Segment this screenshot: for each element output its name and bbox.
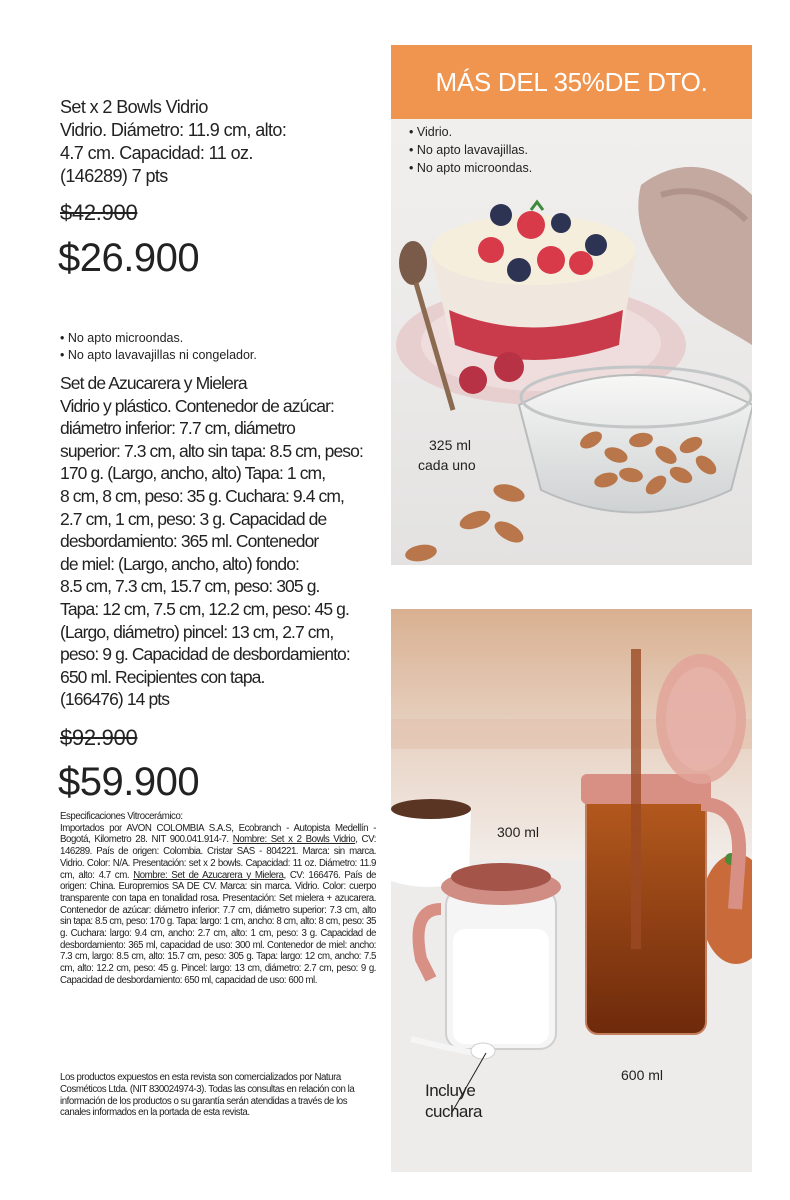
bowls-photo [391,45,752,565]
product2-line: desbordamiento: 365 ml. Contenedor [60,531,319,552]
specifications [60,811,376,987]
product2-line: 2.7 cm, 1 cm, peso: 3 g. Capacidad de [60,508,327,529]
capacity-label: 325 ml [429,437,472,453]
product2-line: Tapa: 12 cm, 7.5 cm, 12.2 cm, peso: 45 g. [60,598,349,619]
product1-title: Set x 2 Bowls Vidrio [60,97,208,117]
specs-text: , CV: 166476. País de origen: China. Europremios SA DE CV. Marca: sin marca. Vidrio. Color: cuerpo transparente con tapa en tonalidad rosa. Presentación: Set mielera + azucarera. Contenedor de azúcar: diámetro inferior: 7.7 cm, diámetro superior: 7.3 cm, alto sin tapa: 8.5 cm, peso: 170 g. Tapa: largo: 1 cm, ancho: 8 cm, alto: 8 cm, peso: 35 g. Cuchara: largo: 9.4 cm, ancho: 2.7 cm, alto: 1 cm, peso: 3 g. Capacidad de desbordamiento: 365 ml, capacidad de uso: 300 ml. Contenedor de miel: ancho: 7.3 cm, largo: 8.5 cm, alto: 15.7 cm, peso: 305 g. Tapa: largo: 12 cm, ancho: 7.5 cm, alto: 12.2 cm, peso: 45 g. Pincel: largo: 13 cm, diámetro: 2.7 cm, peso: 9 g. Capacidad de desbordamiento: 650 ml, capacidad de uso: 600 ml. [60,869,376,986]
bullet-item: • No apto lavavajillas ni congelador. [60,347,257,364]
product1-code: (146289) 7 pts [60,166,168,186]
bullet-item: • No apto lavavajillas. [409,141,532,159]
bowls-bullets [409,123,532,177]
product2-line: de miel: (Largo, ancho, alto) fondo: [60,553,300,574]
honey-capacity-label: 600 ml [621,1067,664,1083]
product2-code: (166476) 14 pts [60,689,170,710]
product2-line: 650 ml. Recipientes con tapa. [60,666,265,687]
bullet-item: • Vidrio. [409,123,532,141]
capacity-label-each: cada uno [418,457,476,473]
product2-line: 8 cm, 8 cm, peso: 35 g. Cuchara: 9.4 cm, [60,485,344,506]
product1-new-price: $26.900 [58,236,200,280]
sugar-capacity-label: 300 ml [497,824,540,840]
product2-line: diámetro inferior: 7.7 cm, diámetro [60,418,295,439]
bullet-item: • No apto microondas. [409,159,532,177]
product2-old-price: $92.900 [60,725,138,750]
product2-line: 170 g. (Largo, ancho, alto) Tapa: 1 cm, [60,463,326,484]
product2-line: Vidrio y plástico. Contenedor de azúcar: [60,395,334,416]
specs-text: Importados por AVON COLOMBIA S.A.S, Ecobranch - Autopista Medellín - Bogotá, Kilometro 28. NIT 900.041.914-7. [60,822,376,846]
product2-description [60,372,390,711]
product2-bullets [60,330,257,364]
legal-notice: Los productos expuestos en esta revista son comercializados por Natura Cosméticos Ltda. (NIT 830024974-3). Todas las consultas en relación con la información de los productos o su garantía serán atendidas a través de los canales informados en la portada de esta revista. [60,1072,355,1119]
product2-line: peso: 9 g. Capacidad de desbordamiento: [60,644,350,665]
product1-line: 4.7 cm. Capacidad: 11 oz. [60,143,253,163]
spoon-label: cuchara [425,1102,482,1121]
specs-text: , CV: 146289. País de origen: Colombia. Cristar SAS - 804221. Marca: sin marca. Vidrio. Color: N/A. Presentación: set x 2 bowls. Capacidad: 11 oz. Diámetro: 11.9 cm, alto: 4.7 cm. [60,834,376,881]
specs-product1-name: Nombre: Set x 2 Bowls Vidrio [232,834,356,846]
bullet-item: • No apto microondas. [60,330,257,347]
product1-old-price: $42.900 [60,200,138,225]
includes-label: Incluye [425,1081,476,1100]
product1-line: Vidrio. Diámetro: 11.9 cm, alto: [60,120,287,140]
specs-heading: Especificaciones Vitrocerámico: [60,811,183,822]
specs-product2-name: Nombre: Set de Azucarera y Mielera [133,869,284,881]
product2-line: 8.5 cm, 7.3 cm, 15.7 cm, peso: 305 g. [60,576,320,597]
product2-title: Set de Azucarera y Mielera [60,373,247,393]
product1-description [60,96,380,188]
product2-new-price: $59.900 [58,760,200,804]
product2-line: (Largo, diámetro) pincel: 13 cm, 2.7 cm, [60,621,334,642]
sugar-honey-photo [391,609,752,1172]
discount-banner: MÁS DEL 35%DE DTO. [391,45,752,119]
product2-line: superior: 7.3 cm, alto sin tapa: 8.5 cm, peso: [60,440,363,461]
